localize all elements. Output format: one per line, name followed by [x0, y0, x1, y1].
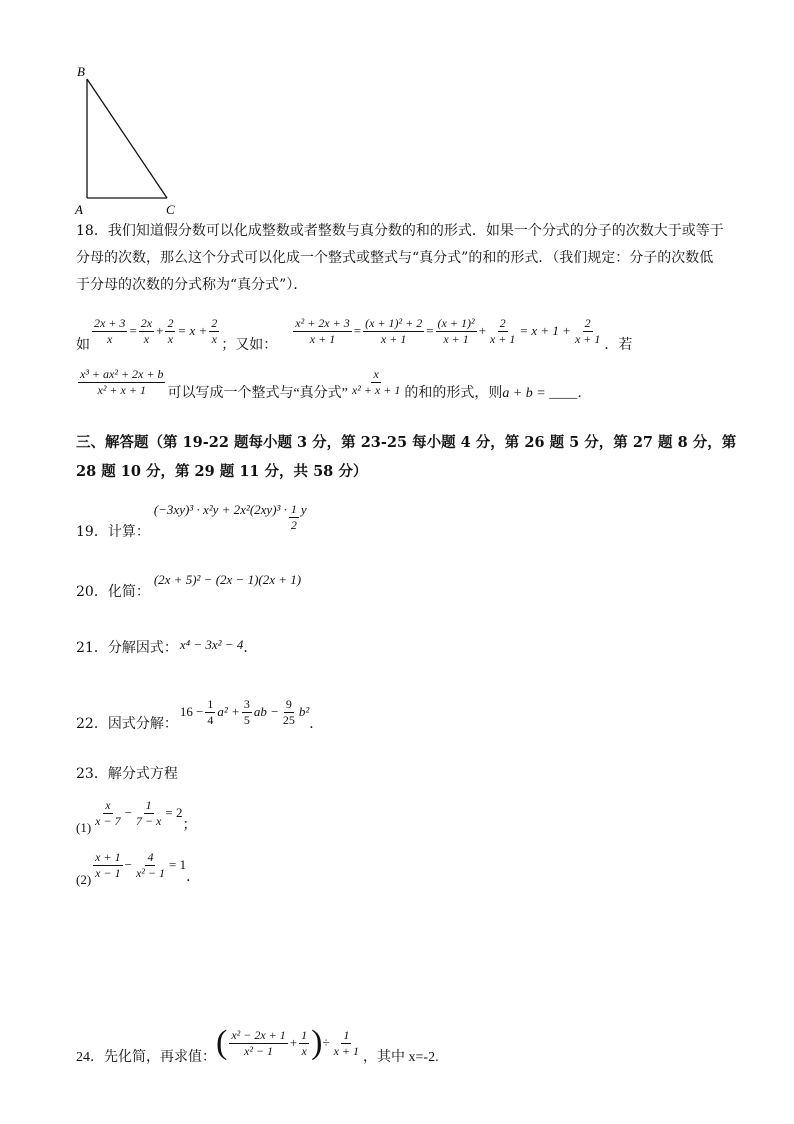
triangle-figure	[70, 60, 190, 220]
q22	[76, 690, 323, 734]
q23-2-op: −	[124, 857, 132, 872]
q24-plus: +	[289, 1035, 298, 1050]
q24-label: 24．先化简，再求值：	[76, 1050, 216, 1065]
q22-label: 22．因式分解：	[76, 716, 178, 732]
q22-end: ．	[309, 716, 324, 732]
q18-ex2-frac-c: $\frac{\text{(x + 1)²}}{x + 1}$	[437, 315, 475, 346]
q23-part2	[76, 842, 200, 888]
q23-1-frac-b: $\frac{1}{7 - x}$	[135, 797, 162, 828]
q23-1-rhs: = 2	[165, 805, 183, 820]
q18-answer-blank: a + b = ____．	[502, 386, 592, 401]
q23-label: 23．解分式方程	[76, 766, 178, 782]
q18-line2: 分母的次数，那么这个分式可以化成一个整式或整式与“真分式”的和的形式．（我们规定：分子的次数低	[76, 250, 714, 266]
q19-half-frac: $\frac{1}{2}$	[290, 502, 297, 532]
q23-1-end: ；	[182, 818, 197, 833]
q23-2-frac-b: $\frac{4}{\text{x² − 1}}$	[135, 849, 165, 880]
q24-lparen: (	[216, 1024, 228, 1061]
q18-ex2-eq2: =	[426, 323, 434, 338]
q24-tail: ，其中 x=-2.	[363, 1050, 439, 1065]
q24-frac-1-over-x: $\frac{1}{x}$	[301, 1027, 308, 1058]
q22-p1: 16 −	[179, 704, 204, 719]
q19	[76, 502, 307, 542]
q19-label: 19．计算：	[76, 524, 150, 540]
section3-title-line2: 28 题 10 分，第 29 题 11 分，共 58 分）	[76, 463, 368, 480]
q21-end: ．	[243, 640, 258, 656]
q19-tail: y	[300, 502, 307, 517]
q18-ex1-eq1: =	[129, 323, 137, 338]
q24-div: ÷	[322, 1035, 330, 1050]
q19-expr: (−3xy)³ · x²y + 2x²(2xy)³ ·	[153, 502, 287, 517]
q21	[76, 636, 257, 660]
q22-p4: b²	[298, 704, 310, 719]
q21-expr: x⁴ − 3x² − 4	[179, 637, 244, 652]
q18-ex2-frac-b: $\frac{\text{(x + 1)² + 2}}{x + 1}$	[365, 315, 423, 346]
q18-ex2-frac-e: $\frac{2}{x + 1}$	[574, 315, 601, 346]
q18-ex1-frac-d: $\frac{2}{x}$	[211, 315, 218, 346]
q18-ex2-eq1: =	[353, 323, 362, 338]
q22-p3: ab −	[253, 704, 279, 719]
q23-2-end: ．	[186, 870, 201, 885]
q22-p2: a² +	[217, 704, 240, 719]
q23-1-op: −	[124, 805, 132, 820]
q18-ex1-plus: +	[156, 323, 164, 338]
q23-1-index: (1)	[76, 820, 92, 835]
q18-ru: 如	[76, 338, 90, 353]
side-bc	[87, 79, 167, 198]
q23-part1	[76, 790, 196, 836]
q23-1-frac-a: $\frac{x}{x - 7}$	[95, 797, 121, 828]
q18-ex2-plus: +	[478, 323, 486, 338]
q18-line1: 18．我们知道假分数可以化成整数或者整数与真分数的和的形式．如果一个分式的分子的次数大于或等于	[76, 223, 724, 239]
q23-2-frac-a: $\frac{x + 1}{x - 1}$	[95, 849, 121, 880]
q18-ex1-frac-c: $\frac{2}{x}$	[167, 315, 174, 346]
q18-examples-row	[76, 306, 632, 356]
label-b: B	[77, 64, 85, 79]
q24	[76, 1018, 439, 1068]
q18-end-text: 的和的形式，则	[404, 386, 503, 401]
q22-frac3: $\frac{9}{25}$	[282, 696, 295, 727]
q18-ex1-frac-a: $\frac{2x + 3}{x}$	[94, 315, 126, 346]
q24-rparen: )	[311, 1024, 323, 1061]
q18-mid-text: 可以写成一个整式与“真分式”	[167, 386, 348, 401]
q18-small-frac: $\frac{x}{\text{x² + x + 1}}$	[351, 366, 401, 397]
q18-ex2-frac-a: $\frac{\text{x² + 2x + 3}}{x + 1}$	[295, 315, 350, 346]
label-a: A	[75, 202, 83, 217]
q18-line3: 于分母的次数的分式称为“真分式”）．	[76, 277, 308, 293]
q18-youru: ；又如：	[221, 338, 278, 353]
q22-frac2: $\frac{3}{5}$	[243, 696, 250, 727]
q23-2-index: (2)	[76, 872, 92, 887]
q22-frac1: $\frac{1}{4}$	[207, 696, 214, 727]
q20	[76, 572, 301, 602]
q20-label: 20．化简：	[76, 584, 150, 600]
section3-title-line1: 三、解答题（第 19-22 题每小题 3 分，第 23-25 每小题 4 分，第 26 题 5 分，第 27 题 8 分，第	[76, 434, 737, 451]
q24-frac-inner: $\frac{\text{x² − 2x + 1}}{\text{x² − 1}}$	[231, 1027, 286, 1058]
q18-condition-row	[76, 360, 591, 404]
label-c: C	[166, 202, 175, 217]
q18-ruo: ．若	[604, 338, 633, 353]
q18-ex1-frac-b: $\frac{2x}{x}$	[140, 315, 153, 346]
q24-frac-divisor: $\frac{1}{x + 1}$	[333, 1027, 360, 1058]
q20-expr: (2x + 5)² − (2x − 1)(2x + 1)	[153, 572, 302, 587]
q21-label: 21．分解因式：	[76, 640, 178, 656]
q18-ex1-eq2: = x +	[177, 323, 208, 338]
q23-2-rhs: = 1	[168, 857, 187, 872]
q18-ex2-frac-d: $\frac{2}{x + 1}$	[489, 315, 516, 346]
q18-big-frac: $\frac{\text{x³ + ax² + 2x + b}}{\text{x² + x + 1}}$	[80, 366, 164, 397]
q18-ex2-eq3: = x + 1 +	[519, 323, 571, 338]
